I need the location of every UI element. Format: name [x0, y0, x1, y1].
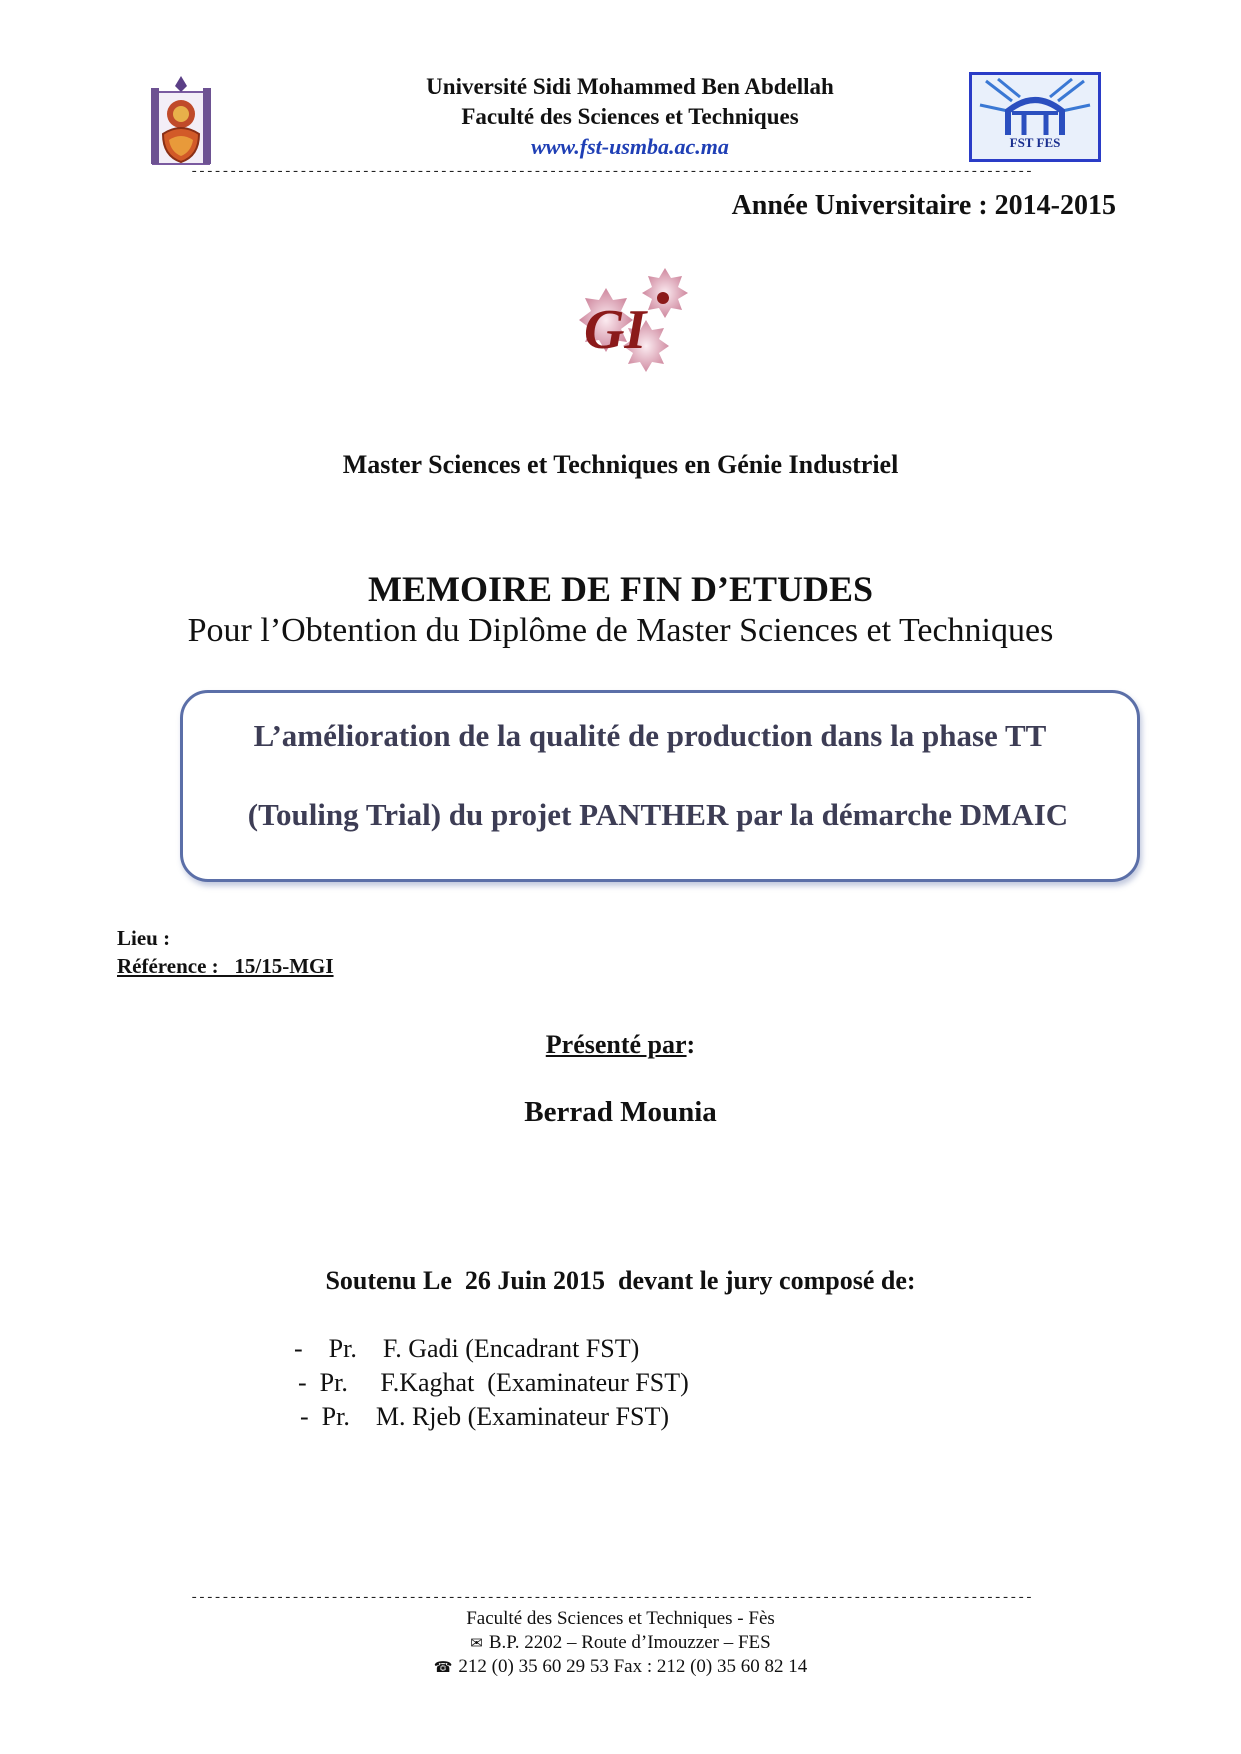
presented-by: Présenté par: — [545, 1030, 696, 1059]
program-title: Master Sciences et Techniques en Génie Industriel — [342, 450, 899, 479]
jury-member: - Pr. F.Kaghat (Examinateur FST) — [298, 1368, 689, 1397]
thesis-title-line2: (Touling Trial) du projet PANTHER par la démarche DMAIC — [247, 797, 1069, 832]
thesis-title-line1: L’amélioration de la qualité de production dans la phase TT — [253, 718, 1047, 753]
reference: Référence : 15/15-MGI — [117, 954, 334, 978]
lieu-label: Lieu : — [117, 926, 171, 950]
gi-logo — [570, 268, 690, 388]
fst-fes-logo — [969, 72, 1101, 162]
footer-phone-text: 212 (0) 35 60 29 53 Fax : 212 (0) 35 60 82 14 — [458, 1656, 808, 1677]
document-type: MEMOIRE DE FIN D’ETUDES — [367, 569, 874, 609]
academic-year: Année Universitaire : 2014-2015 — [731, 190, 1116, 221]
jury-member: - Pr. M. Rjeb (Examinateur FST) — [300, 1402, 670, 1431]
mailbox-icon: ✉ — [470, 1636, 483, 1652]
faculty-name: Faculté des Sciences et Techniques — [461, 104, 799, 129]
fst-fes-logo-text: FST FES — [1009, 135, 1061, 150]
author-name: Berrad Mounia — [524, 1096, 717, 1128]
degree-purpose: Pour l’Obtention du Diplôme de Master Sciences et Techniques — [187, 612, 1054, 649]
website-link[interactable]: www.fst-usmba.ac.ma — [531, 134, 729, 159]
presented-by-label: Présenté par — [545, 1030, 687, 1059]
telephone-icon: ☎ — [433, 1660, 453, 1676]
footer-phone — [0, 1656, 1241, 1678]
header-separator: ------------------------------------------------------------------------------------------------------------ — [190, 164, 1033, 180]
footer-address-text: B.P. 2202 – Route d’Imouzzer – FES — [488, 1632, 771, 1653]
university-crest-logo — [147, 74, 215, 168]
university-name: Université Sidi Mohammed Ben Abdellah — [426, 74, 834, 99]
defense-statement: Soutenu Le 26 Juin 2015 devant le jury composé de: — [325, 1266, 916, 1295]
jury-member: - Pr. F. Gadi (Encadrant FST) — [294, 1334, 640, 1363]
footer-address — [0, 1632, 1241, 1654]
gi-logo-letters: GI — [584, 299, 647, 361]
footer-separator: ------------------------------------------------------------------------------------------------------------ — [190, 1590, 1033, 1606]
footer-faculty: Faculté des Sciences et Techniques - Fès — [466, 1608, 775, 1629]
